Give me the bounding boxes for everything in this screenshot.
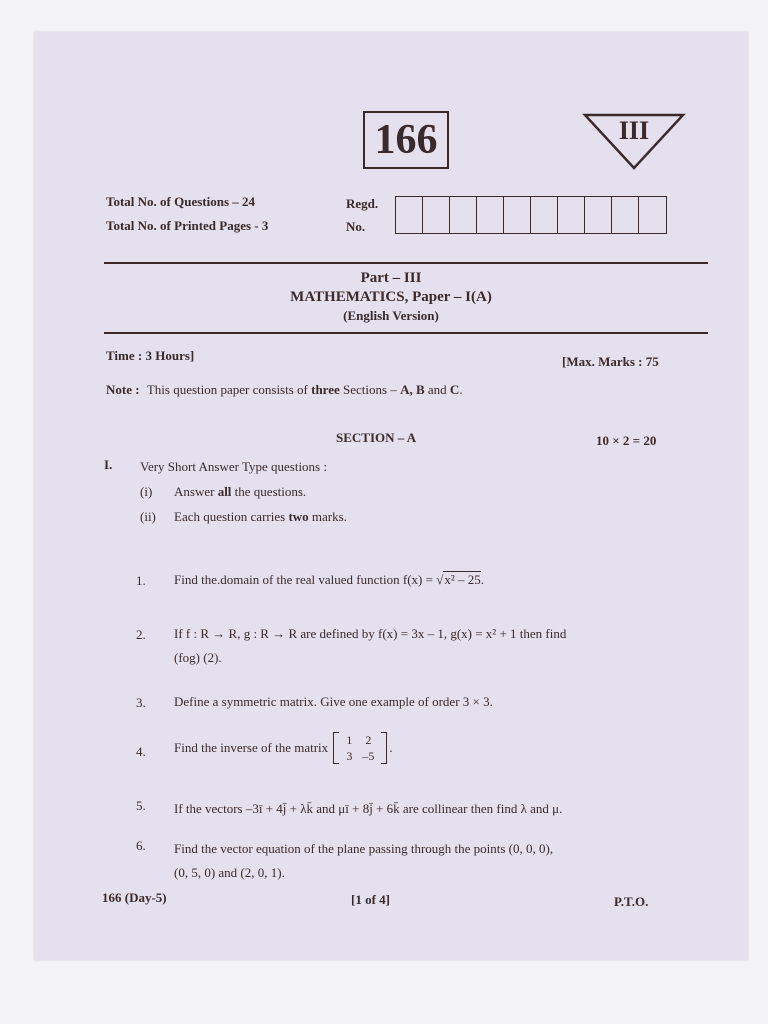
note-bold-c: C xyxy=(449,382,460,397)
regd-cell xyxy=(423,197,450,233)
regd-label: Regd. xyxy=(346,196,379,211)
regd-cell xyxy=(450,197,477,233)
question-4 xyxy=(174,732,694,764)
question-2-num: 2. xyxy=(136,627,146,642)
regd-cell xyxy=(396,197,423,233)
regd-number-boxes xyxy=(395,196,667,234)
question-6 xyxy=(174,837,714,885)
top-rule xyxy=(104,262,708,264)
note-bold-three: three xyxy=(311,382,340,397)
note-bold-ab: A, B xyxy=(400,382,425,397)
instruction-1 xyxy=(174,484,306,500)
question-1-radicand: x² – 25 xyxy=(444,572,481,587)
instruction-2-pre: Each question carries xyxy=(174,509,289,524)
instruction-2-post: marks. xyxy=(308,509,347,524)
question-3: Define a symmetric matrix. Give one example of order 3 × 3. xyxy=(174,694,493,709)
section-roman: I. xyxy=(104,457,113,472)
question-6-line-2: (0, 5, 0) and (2, 0, 1). xyxy=(174,865,285,880)
question-2-line-2: (fog) (2). xyxy=(174,650,222,665)
max-marks-label: [Max. Marks : 75 xyxy=(562,354,659,369)
question-4-post: . xyxy=(389,740,393,755)
question-paper-sheet xyxy=(34,32,748,960)
note-mid: Sections – xyxy=(339,382,401,397)
regd-cell xyxy=(639,197,666,233)
regd-cell xyxy=(504,197,531,233)
matrix-cell: 2 xyxy=(365,733,372,747)
question-type: Very Short Answer Type questions : xyxy=(140,459,327,474)
instruction-2-num: (ii) xyxy=(140,509,156,524)
note-line xyxy=(106,382,463,398)
question-1 xyxy=(174,568,694,592)
total-questions: Total No. of Questions – 24 xyxy=(106,194,256,209)
instruction-1-pre: Answer xyxy=(174,484,218,499)
section-marks: 10 × 2 = 20 xyxy=(596,433,657,448)
part-title: Part – III xyxy=(360,270,422,286)
question-6-num: 6. xyxy=(136,838,146,853)
matrix-cell: 3 xyxy=(346,749,353,763)
question-1-post: . xyxy=(480,572,484,587)
matrix-2x2 xyxy=(333,732,387,764)
footer-paper-day: 166 (Day-5) xyxy=(102,890,167,905)
regd-cell xyxy=(477,197,504,233)
instruction-1-post: the questions. xyxy=(231,484,307,499)
time-label: Time : 3 Hours] xyxy=(106,348,195,363)
section-title: SECTION – A xyxy=(336,430,417,445)
question-5: If the vectors –3ī + 4j̄ + λk̄ and μī + 8j̄ + 6k̄ are collinear then find λ and μ. xyxy=(174,801,563,816)
paper-code-box: 166 xyxy=(363,111,449,169)
question-6-line-1: Find the vector equation of the plane passing through the points (0, 0, 0), xyxy=(174,841,554,856)
question-5-num: 5. xyxy=(136,798,146,813)
note-label: Note : xyxy=(106,382,140,397)
subject-title: MATHEMATICS, Paper – I(A) xyxy=(290,289,492,305)
regd-cell xyxy=(558,197,585,233)
version-label: (English Version) xyxy=(343,308,439,323)
note-and: and xyxy=(424,382,450,397)
note-pre: This question paper consists of xyxy=(146,382,312,397)
footer-page-count: [1 of 4] xyxy=(351,892,390,907)
question-4-num: 4. xyxy=(136,744,146,759)
part-roman-label: III xyxy=(618,116,650,145)
question-1-num: 1. xyxy=(136,573,146,588)
regd-cell xyxy=(531,197,558,233)
regd-cell xyxy=(585,197,612,233)
no-label: No. xyxy=(346,219,366,234)
instruction-2-bold: two xyxy=(288,509,309,524)
question-1-pre: Find the.domain of the real valued function f(x) = √ xyxy=(174,572,444,587)
matrix-cell: 1 xyxy=(346,733,353,747)
footer-pto: P.T.O. xyxy=(614,894,649,909)
note-end: . xyxy=(459,382,463,397)
matrix-cell: –5 xyxy=(362,749,375,763)
total-pages: Total No. of Printed Pages - 3 xyxy=(106,218,269,233)
part-triangle-badge xyxy=(582,112,686,170)
instruction-1-bold: all xyxy=(217,484,232,499)
question-4-pre: Find the inverse of the matrix xyxy=(174,740,329,755)
question-3-num: 3. xyxy=(136,695,146,710)
question-2 xyxy=(174,622,694,670)
question-2-line-1: If f : R → R, g : R → R are defined by f(x) = 3x – 1, g(x) = x² + 1 then find xyxy=(174,626,567,641)
instruction-2 xyxy=(174,509,347,525)
regd-cell xyxy=(612,197,639,233)
bottom-rule xyxy=(104,332,708,334)
instruction-1-num: (i) xyxy=(140,484,153,499)
